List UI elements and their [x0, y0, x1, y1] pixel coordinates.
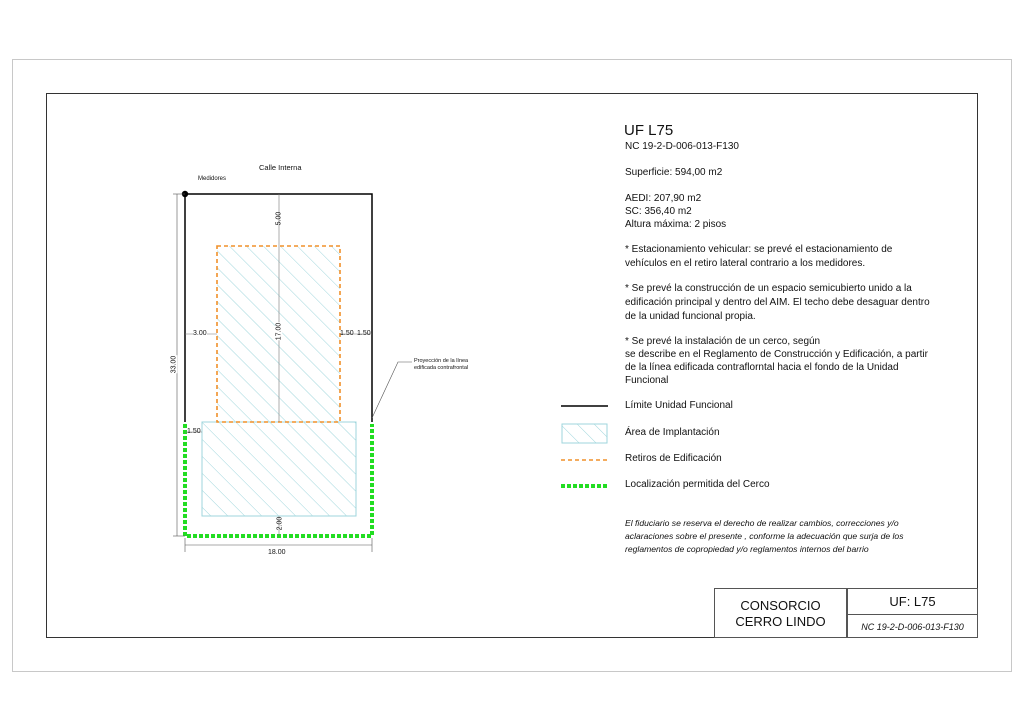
legend-area-label: Área de Implantación	[625, 427, 720, 438]
note2-line3: de la unidad funcional propia.	[625, 311, 756, 322]
aedi-text: AEDI: 207,90 m2	[625, 193, 702, 204]
dim-total-depth: 33.00	[170, 355, 178, 374]
proyeccion-label-1: Proyección de la línea	[414, 358, 469, 364]
consorcio-line1: CONSORCIO	[740, 598, 821, 613]
titleblock-uf: UF: L75	[847, 588, 978, 615]
nc-code: NC 19-2-D-006-013-F130	[625, 141, 739, 152]
rear-implantation-area	[202, 422, 356, 516]
note3-line4: Funcional	[625, 375, 669, 386]
dim-depth: 17.00	[275, 322, 283, 341]
legend-area-sample	[562, 424, 607, 443]
note3-line2: se describe en el Reglamento de Construcción y Edificación, a partir	[625, 349, 928, 360]
medidores-label: Medidores	[198, 176, 227, 182]
dim-left: 3.00	[193, 330, 207, 337]
note1-line1: * Estacionamiento vehicular: se prevé el estacionamiento de	[625, 244, 893, 255]
legend-cerco-label: Localización permitida del Cerco	[625, 479, 770, 490]
uf-title: UF L75	[624, 122, 674, 139]
altura-text: Altura máxima: 2 pisos	[625, 219, 727, 230]
note2-line1: * Se prevé la construcción de un espacio semicubierto unido a la	[625, 283, 912, 294]
titleblock-nc: NC 19-2-D-006-013-F130	[847, 614, 978, 638]
dim-width: 18.00	[268, 549, 286, 556]
note2-line2: edificación principal y dentro del AIM. El techo debe desaguar dentro	[625, 297, 930, 308]
consorcio-line2: CERRO LINDO	[735, 614, 826, 629]
dim-rear: 2.00	[276, 516, 284, 531]
legend-retiros-label: Retiros de Edificación	[625, 453, 722, 464]
titleblock-consorcio	[714, 588, 847, 638]
disclaimer-text: El fiduciario se reserva el derecho de realizar cambios, correcciones y/o aclaraciones sobre el presente , conforme la adecuación que surja de los reglamentos de copropiedad y/o reglamentos internos del barrio	[625, 518, 904, 554]
superficie-text: Superficie: 594,00 m2	[625, 167, 723, 178]
note1-line2: vehículos en el retiro lateral contrario a los medidores.	[625, 258, 866, 269]
street-label: Calle Interna	[259, 163, 302, 172]
legend-limite-label: Límite Unidad Funcional	[625, 400, 733, 411]
proyeccion-label-2: edificada contrafrontal	[414, 365, 469, 371]
dim-right-b: 1.50	[357, 330, 371, 337]
sc-text: SC: 356,40 m2	[625, 206, 692, 217]
note3-line1: * Se prevé la instalación de un cerco, según	[625, 336, 821, 347]
note3-line3: de la línea edificada contraflorntal hacia el fondo de la Unidad	[625, 362, 899, 373]
dim-front: 5.00	[275, 211, 283, 226]
dim-right-a: 1.50	[340, 330, 354, 337]
dim-side-rear: 1.50	[187, 428, 201, 435]
